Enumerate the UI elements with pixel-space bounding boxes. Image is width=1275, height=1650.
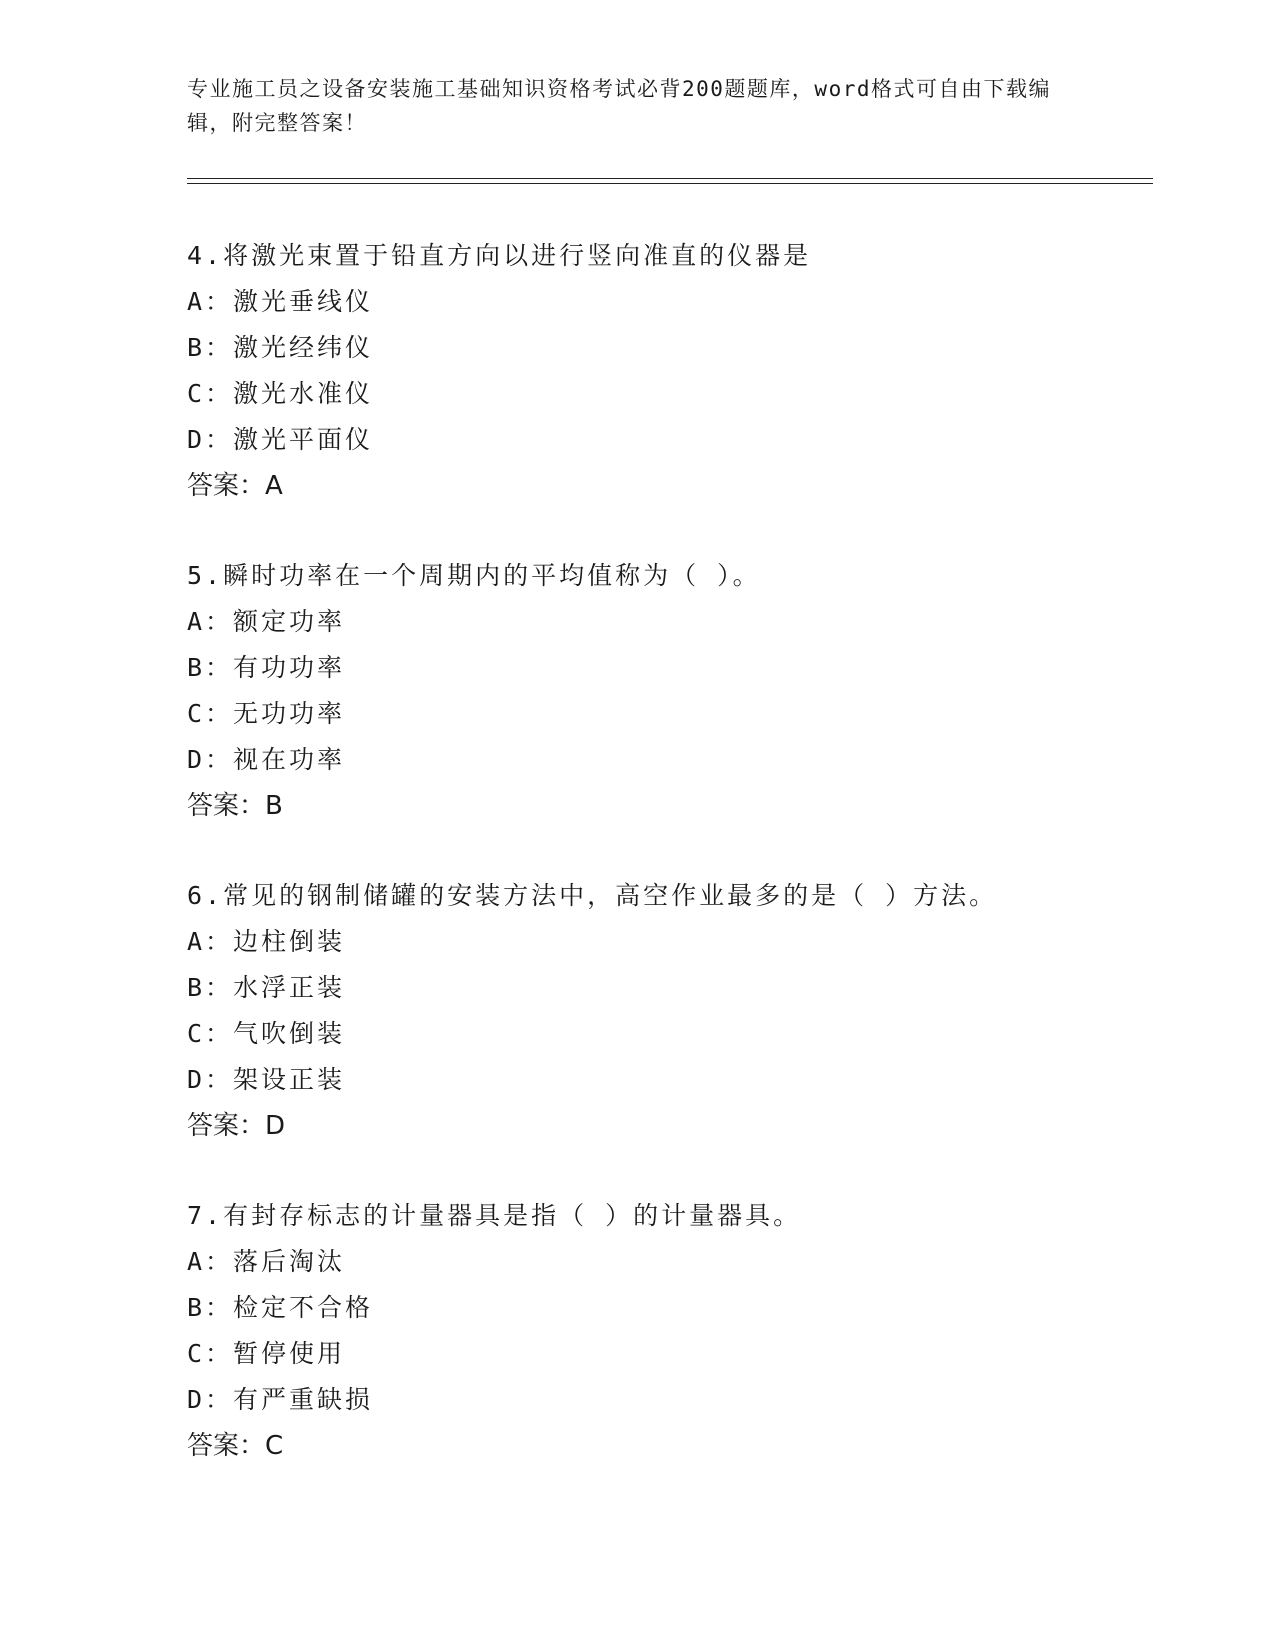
- option-b: B：有功功率: [187, 653, 346, 682]
- option-c: C：激光水准仪: [187, 379, 374, 408]
- question-title: 5.瞬时功率在一个周期内的平均值称为（ ）。: [187, 561, 761, 590]
- option-a: A：激光垂线仪: [187, 287, 374, 316]
- option-a: A：额定功率: [187, 607, 346, 636]
- question-title: 6.常见的钢制储罐的安装方法中，高空作业最多的是（ ）方法。: [187, 881, 998, 910]
- question-block: [187, 233, 1147, 509]
- header-divider-bottom: [187, 183, 1153, 184]
- question-block: [187, 553, 1147, 829]
- option-c: C：气吹倒装: [187, 1019, 346, 1048]
- answer-line: 答案：B: [187, 791, 283, 821]
- option-d: D：架设正装: [187, 1065, 346, 1094]
- option-c: C：无功功率: [187, 699, 346, 728]
- option-a: A：边柱倒装: [187, 927, 346, 956]
- question-title: 4.将激光束置于铅直方向以进行竖向准直的仪器是: [187, 241, 812, 270]
- answer-line: 答案：C: [187, 1431, 284, 1461]
- option-b: B：激光经纬仪: [187, 333, 374, 362]
- question-block: [187, 1193, 1147, 1469]
- option-b: B：水浮正装: [187, 973, 346, 1002]
- option-c: C：暂停使用: [187, 1339, 346, 1368]
- option-b: B：检定不合格: [187, 1293, 374, 1322]
- option-a: A：落后淘汰: [187, 1247, 346, 1276]
- answer-line: 答案：A: [187, 471, 283, 501]
- header-text: 专业施工员之设备安装施工基础知识资格考试必背200题题库，word格式可自由下载编辑，附完整答案！: [187, 77, 1051, 135]
- option-d: D：激光平面仪: [187, 425, 374, 454]
- question-title: 7.有封存标志的计量器具是指（ ）的计量器具。: [187, 1201, 802, 1230]
- page-header: [187, 72, 1067, 140]
- option-d: D：有严重缺损: [187, 1385, 374, 1414]
- question-block: [187, 873, 1147, 1149]
- answer-line: 答案：D: [187, 1111, 286, 1141]
- header-divider-top: [187, 178, 1153, 179]
- option-d: D：视在功率: [187, 745, 346, 774]
